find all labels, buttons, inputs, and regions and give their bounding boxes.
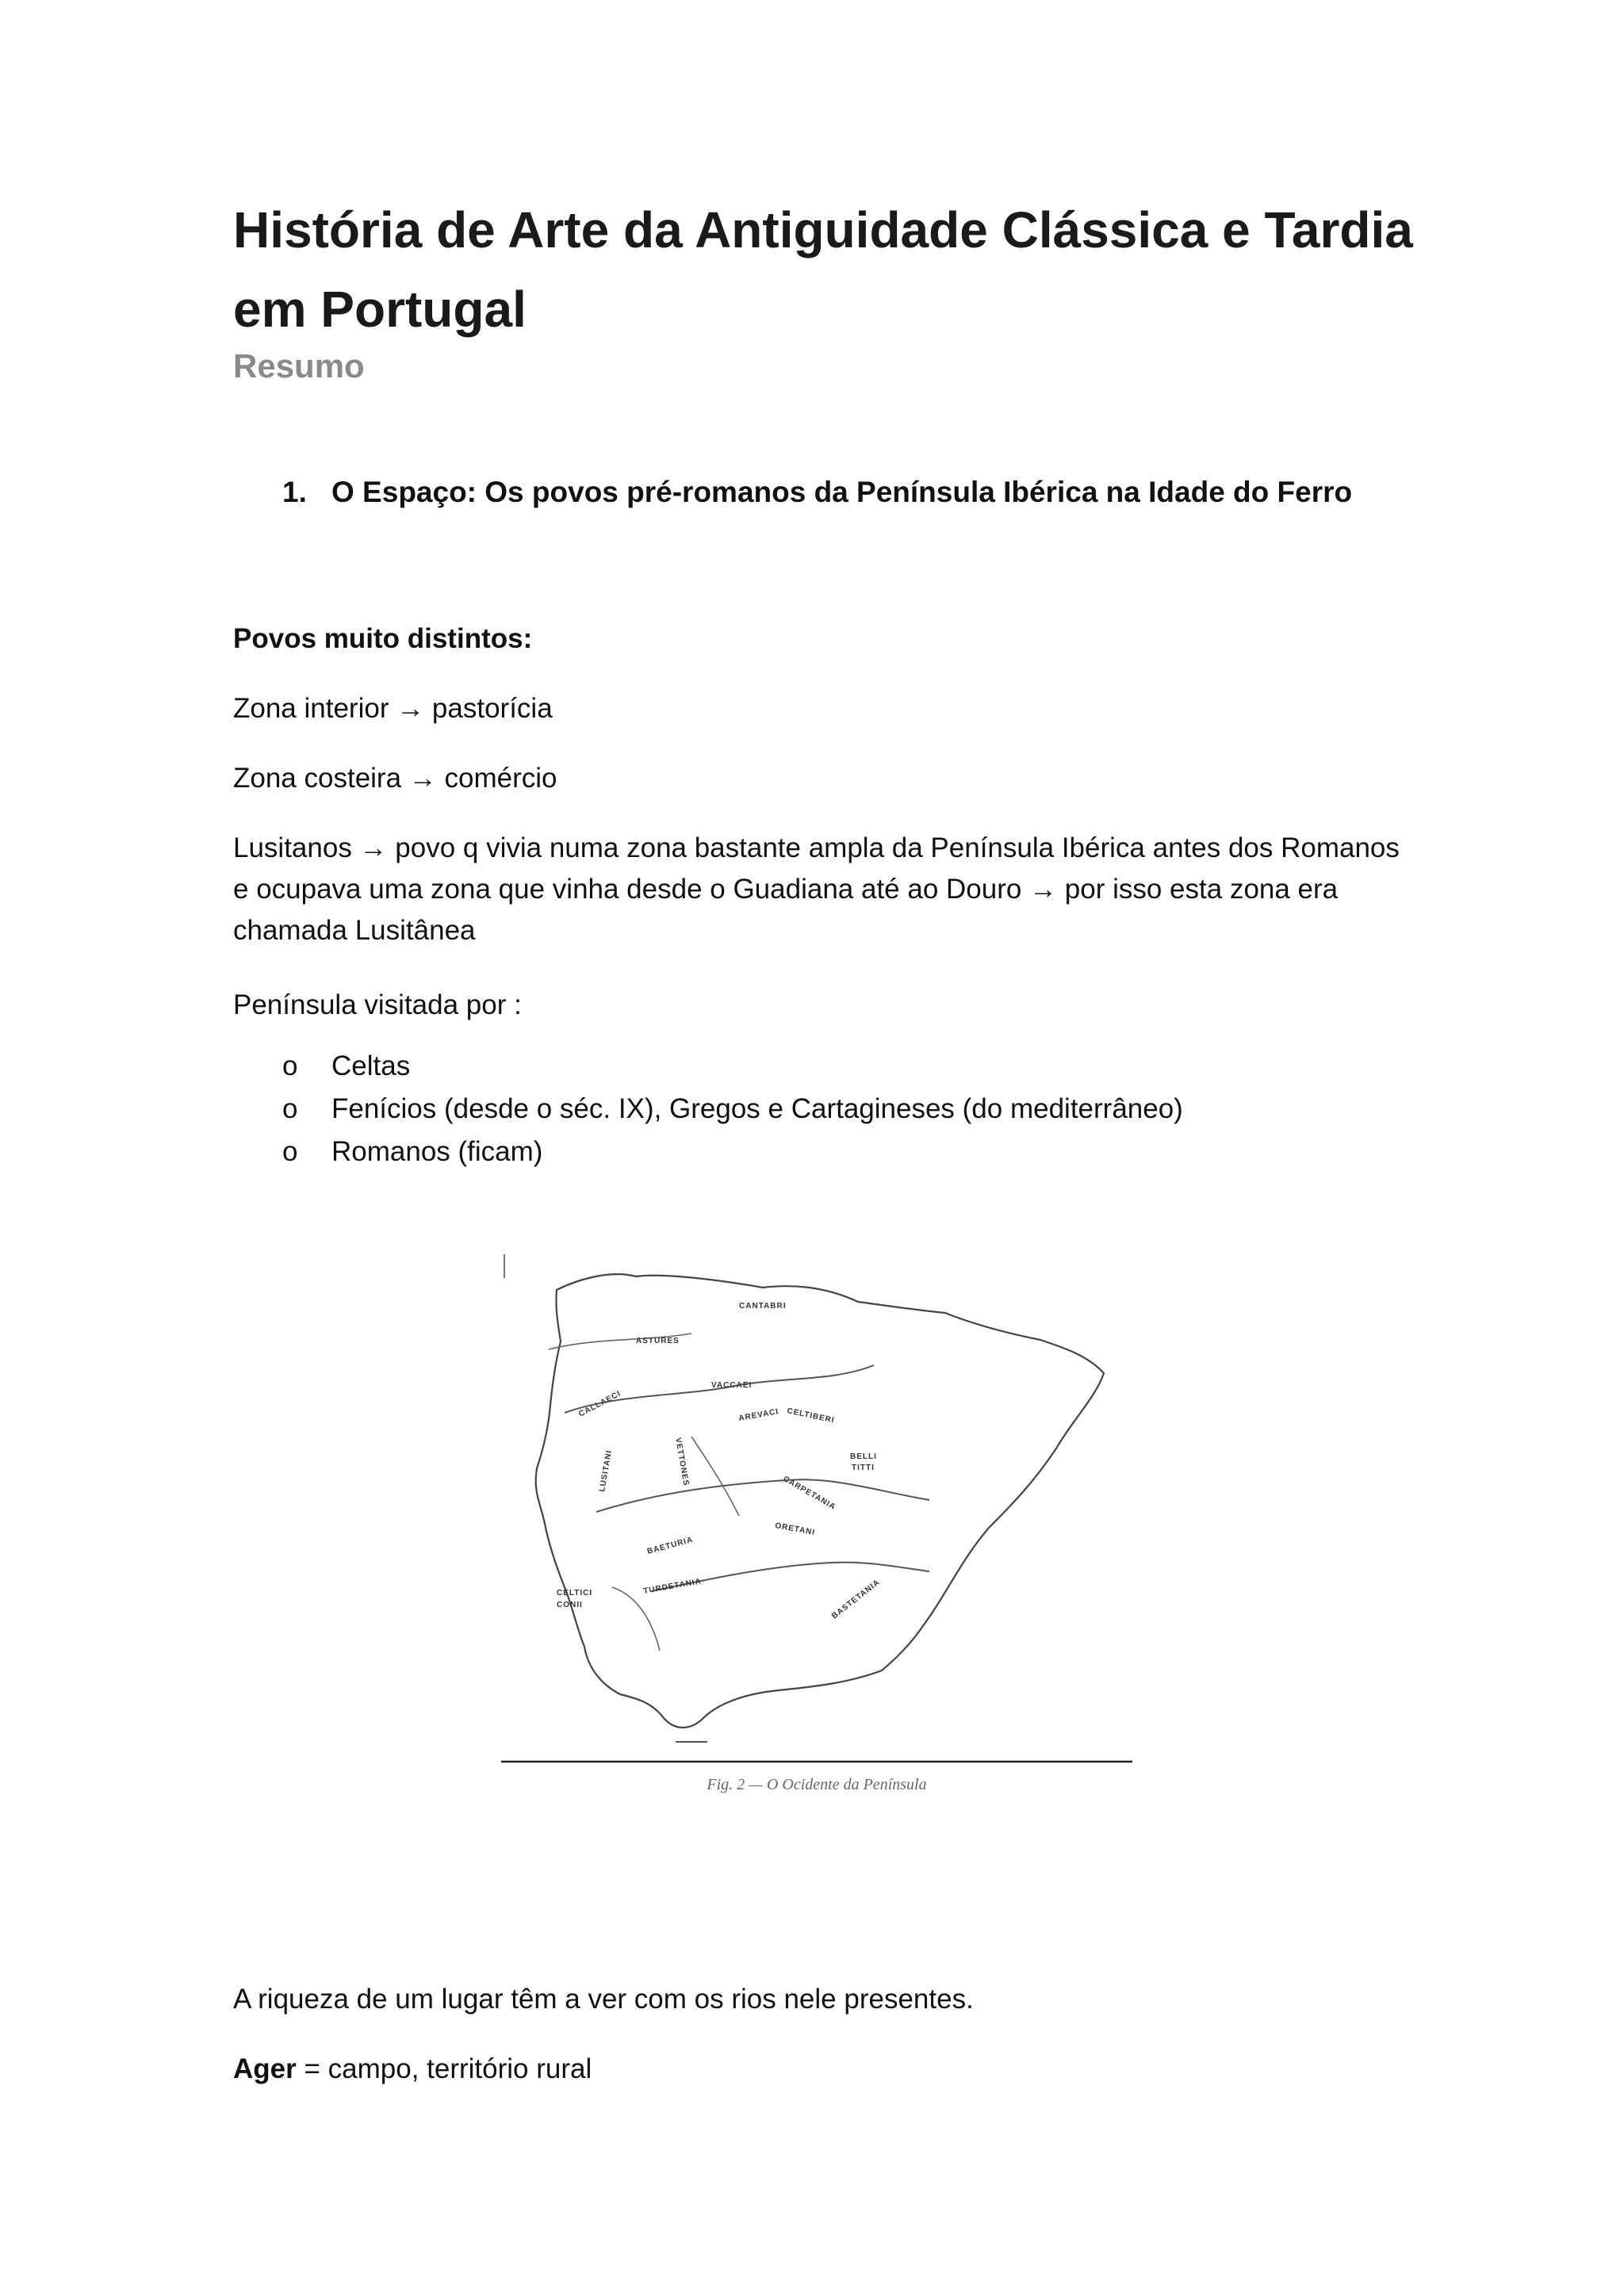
map-label: VETTONES — [673, 1437, 691, 1487]
visitors-list — [282, 1045, 1183, 1173]
zona-interior-line: Zona interior → pastorícia — [233, 693, 553, 724]
peninsula-visitada-line: Península visitada por : — [233, 989, 522, 1020]
iberia-map-figure — [501, 1254, 1132, 1794]
map-label: CELTIBERI — [786, 1406, 836, 1425]
list-item-text: Romanos (ficam) — [331, 1136, 543, 1167]
list-item — [282, 1088, 1183, 1131]
list-bullet: o — [282, 1093, 298, 1124]
map-label: CARPETANIA — [781, 1475, 837, 1513]
map-label: CANTABRI — [739, 1302, 787, 1311]
list-item-text: Fenícios (desde o séc. IX), Gregos e Cartagineses (do mediterrâneo) — [331, 1093, 1183, 1124]
lusitanos-paragraph: Lusitanos → povo q vivia numa zona bastante ampla da Península Ibérica antes dos Romanos e ocupava uma zona que vinha desde o Guadiana até ao Douro → por isso esta zona era chamada Lusitânea — [233, 832, 1400, 946]
ager-definition: = campo, território rural — [296, 2053, 592, 2084]
map-label: BASTETANIA — [830, 1578, 882, 1621]
list-bullet: o — [282, 1050, 298, 1081]
page-title: História de Arte da Antiguidade Clássica e Tardia em Portugal — [233, 201, 1413, 338]
iberian-peninsula-map — [501, 1254, 1132, 1770]
map-label: ASTURES — [636, 1337, 680, 1345]
list-item — [282, 1045, 1183, 1088]
ager-line — [233, 2049, 592, 2090]
map-label: TITTI — [852, 1464, 875, 1472]
map-label: BELLI — [850, 1452, 877, 1461]
riqueza-line: A riqueza de um lugar têm a ver com os rios nele presentes. — [233, 1984, 974, 2015]
ager-term: Ager — [233, 2053, 297, 2084]
list-bullet: o — [282, 1136, 298, 1167]
list-item-text: Celtas — [331, 1050, 411, 1081]
map-label: LUSITANI — [598, 1449, 615, 1493]
map-label: AREVACI — [737, 1407, 780, 1423]
map-label: CALLAECI — [577, 1389, 623, 1419]
section-heading-1 — [282, 476, 1352, 509]
povos-heading: Povos muito distintos: — [233, 623, 533, 654]
map-label: ORETANI — [774, 1521, 816, 1537]
map-label: TURDETANIA — [642, 1577, 703, 1596]
map-label: BAETURIA — [645, 1535, 695, 1556]
figure-caption: Fig. 2 — O Ocidente da Península — [707, 1776, 927, 1793]
section-heading-text: O Espaço: Os povos pré-romanos da Península Ibérica na Idade do Ferro — [331, 476, 1353, 508]
zona-costeira-line: Zona costeira → comércio — [233, 763, 557, 794]
section-number: 1. — [282, 476, 307, 508]
map-label: CONII — [557, 1601, 583, 1609]
map-label: VACCAEI — [711, 1381, 753, 1390]
map-label: CELTICI — [557, 1589, 593, 1598]
list-item — [282, 1131, 1183, 1173]
page-subtitle: Resumo — [233, 347, 365, 385]
